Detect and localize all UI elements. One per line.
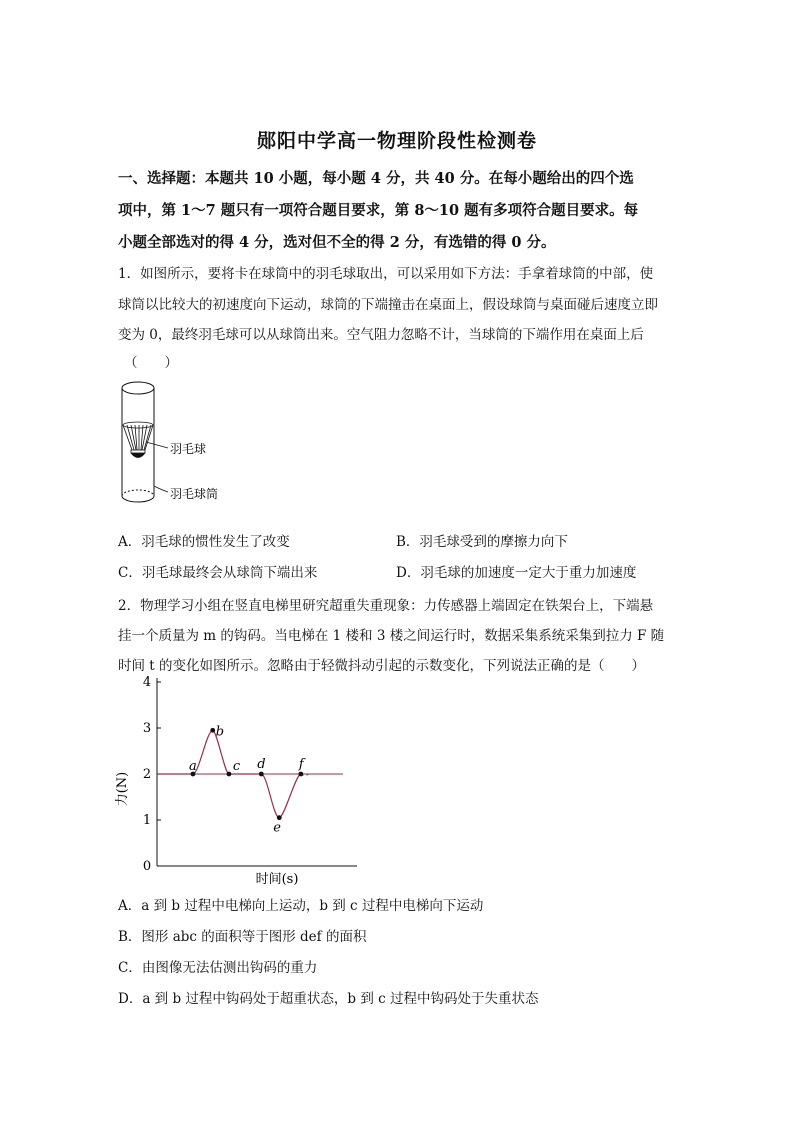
point-label-b: b: [215, 724, 225, 740]
point-label-c: c: [232, 759, 241, 774]
tube-leader-line: [154, 486, 168, 492]
point-b: [210, 728, 215, 733]
point-e: [277, 815, 282, 820]
page-title: 郧阳中学高一物理阶段性检测卷: [256, 130, 537, 152]
section-heading-line-3: 小题全部选对的得 4 分，选对但不全的得 2 分，有选错的得 0 分。: [118, 234, 556, 251]
shuttle-label: 羽毛球: [170, 442, 207, 456]
q1-option-c[interactable]: C．羽毛球最终会从球筒下端出来: [118, 565, 318, 581]
y-tick-label-1: 1: [142, 813, 152, 828]
y-tick-label-4: 4: [142, 675, 152, 690]
q1-answer-bracket: （ ）: [124, 355, 178, 371]
q1-text-line-3: 变为 0，最终羽毛球可以从球筒出来。空气阻力忽略不计，当球筒的下端作用在桌面上后: [118, 327, 644, 343]
point-label-e: e: [273, 820, 281, 836]
q2-option-d[interactable]: D．a 到 b 过程中钩码处于超重状态，b 到 c 过程中钩码处于失重状态: [118, 991, 539, 1007]
shuttlecock-icon: [123, 422, 153, 458]
q1-option-a[interactable]: A．羽毛球的惯性发生了改变: [118, 534, 290, 550]
q2-text-line-1: 2．物理学习小组在竖直电梯里研究超重失重现象：力传感器上端固定在铁架台上，下端悬: [118, 598, 654, 614]
section-heading-line-2: 项中，第 1～7 题只有一项符合题目要求，第 8～10 题有多项符合题目要求。每: [118, 202, 639, 219]
shuttlecock-tube-figure: [112, 378, 312, 518]
q1-option-b[interactable]: B．羽毛球受到的摩擦力向下: [396, 534, 568, 550]
point-f: [298, 772, 303, 777]
q2-text-line-3: 时间 t 的变化如图所示。忽略由于轻微抖动引起的示数变化，下列说法正确的是（ ）: [118, 658, 646, 674]
q1-text-line-1: 1．如图所示，要将卡在球筒中的羽毛球取出，可以采用如下方法：手拿着球筒的中部，使: [118, 266, 654, 282]
point-label-d: d: [257, 757, 266, 772]
shuttle-leader-line: [146, 442, 168, 448]
q1-option-d[interactable]: D．羽毛球的加速度一定大于重力加速度: [396, 565, 637, 581]
point-d: [259, 772, 264, 777]
y-tick-label-2: 2: [142, 767, 152, 782]
force-time-chart: [112, 674, 372, 889]
tube-label: 羽毛球筒: [170, 487, 219, 501]
y-tick-label-3: 3: [142, 721, 152, 736]
y-axis-label: 力(N): [115, 771, 130, 807]
x-axis-label: 时间(s): [255, 872, 299, 887]
q1-text-line-2: 球筒以比较大的初速度向下运动，球筒的下端撞击在桌面上，假设球筒与桌面碰后速度立即: [118, 297, 658, 313]
tube-body: [122, 382, 154, 502]
point-c: [227, 772, 232, 777]
point-label-a: a: [188, 759, 197, 774]
chart-axes: [157, 678, 357, 866]
q2-option-a[interactable]: A．a 到 b 过程中电梯向上运动，b 到 c 过程中电梯向下运动: [118, 898, 484, 914]
q2-option-c[interactable]: C．由图像无法估测出钩码的重力: [118, 960, 318, 976]
y-tick-label-0: 0: [142, 859, 152, 874]
section-heading-line-1: 一、选择题：本题共 10 小题，每小题 4 分，共 40 分。在每小题给出的四个选: [118, 170, 634, 187]
q2-option-b[interactable]: B．图形 abc 的面积等于图形 def 的面积: [118, 929, 367, 945]
point-label-f: f: [298, 757, 304, 772]
q2-text-line-2: 挂一个质量为 m 的钩码。当电梯在 1 楼和 3 楼之间运行时，数据采集系统采集到拉力 F 随: [118, 628, 665, 644]
